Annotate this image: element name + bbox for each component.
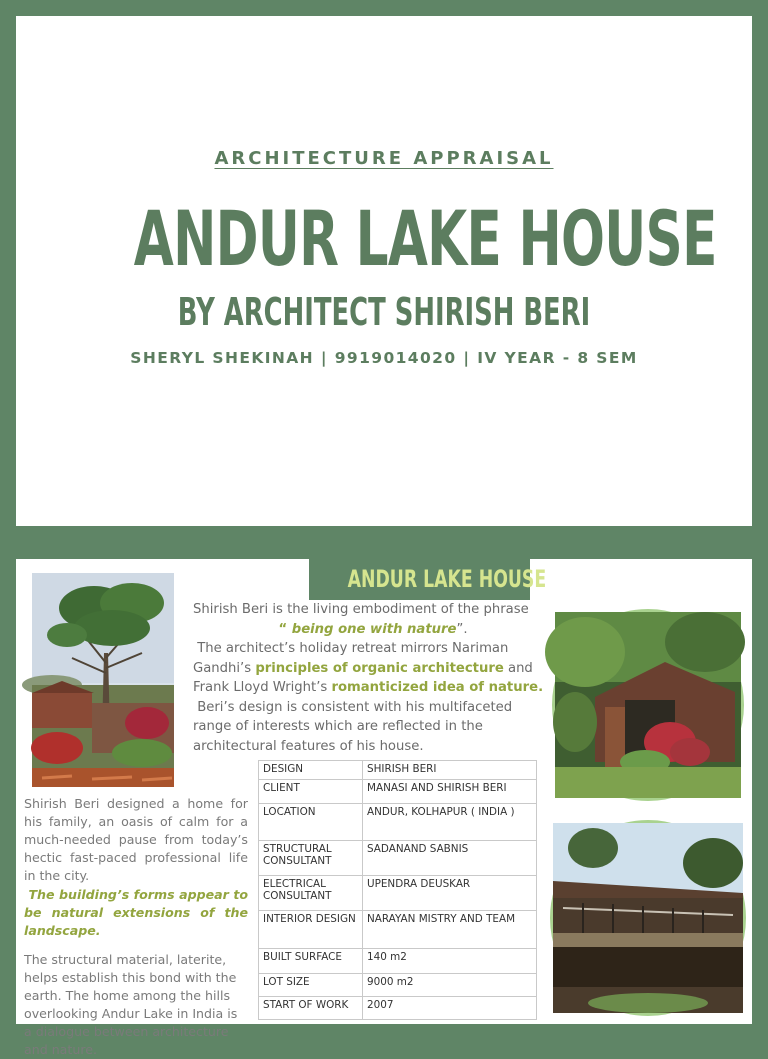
table-row — [259, 780, 537, 804]
table-row — [259, 949, 537, 974]
table-value-cell: UPENDRA DEUSKAR — [363, 876, 537, 911]
cover-page — [16, 16, 752, 526]
table-key-cell: BUILT SURFACE — [259, 949, 363, 974]
intro-text: Shirish Beri is the living embodiment of the phrase “ being one with nature”. The architect’s holiday retreat mirrors Nariman Gandhi’s principles of organic architecture and Frank Lloyd Wright’s romanticized idea of nature. Beri’s design is consistent with his multifaceted range of interests which are reflected in the architectural features of his house. — [193, 602, 544, 754]
cover-author-line: SHERYL SHEKINAH | 9919014020 | IV YEAR - 8 SEM — [130, 349, 638, 367]
description-paragraph-1: Shirish Beri designed a home for his family, an oasis of calm for a much-needed pause from today’s hectic fast-paced professional life in the city. — [24, 796, 248, 883]
project-info-table — [258, 760, 537, 1020]
landscape-quote: The building’s forms appear to be natural extensions of the landscape. — [24, 887, 248, 938]
description-paragraph-3: The structural material, laterite, helps establish this bond with the earth. The home among the hills overlooking Andur Lake in India is a dialogue between architecture and nature. — [24, 952, 238, 1057]
table-row — [259, 804, 537, 841]
table-value-cell: 2007 — [363, 997, 537, 1020]
table-value-cell: MANASI AND SHIRISH BERI — [363, 780, 537, 804]
house-terrace-circle-photo — [550, 820, 746, 1016]
table-key-cell: DESIGN — [259, 761, 363, 780]
table-key-cell: LOT SIZE — [259, 974, 363, 997]
table-row — [259, 761, 537, 780]
table-value-cell: SHIRISH BERI — [363, 761, 537, 780]
table-value-cell: 9000 m2 — [363, 974, 537, 997]
table-key-cell: STRUCTURAL CONSULTANT — [259, 841, 363, 876]
house-entrance-circle-photo — [552, 609, 744, 801]
table-key-cell: INTERIOR DESIGN — [259, 911, 363, 949]
table-row — [259, 841, 537, 876]
table-key-cell: CLIENT — [259, 780, 363, 804]
nature-quote: being one with nature — [291, 621, 457, 637]
table-key-cell: LOCATION — [259, 804, 363, 841]
garden-tree-photo — [32, 573, 174, 787]
table-key-cell: ELECTRICAL CONSULTANT — [259, 876, 363, 911]
table-value-cell: NARAYAN MISTRY AND TEAM — [363, 911, 537, 949]
table-value-cell: SADANAND SABNIS — [363, 841, 537, 876]
table-row — [259, 974, 537, 997]
table-value-cell: 140 m2 — [363, 949, 537, 974]
section-title-tab: ANDUR LAKE HOUSE — [309, 559, 530, 600]
cover-subtitle: ARCHITECTURE APPRAISAL — [214, 148, 554, 169]
cover-title: ANDUR LAKE HOUSE — [133, 194, 717, 283]
description-column — [24, 795, 248, 1059]
content-page — [16, 559, 752, 1057]
table-row — [259, 911, 537, 949]
table-row — [259, 876, 537, 911]
table-key-cell: START OF WORK — [259, 997, 363, 1020]
table-value-cell: ANDUR, KOLHAPUR ( INDIA ) — [363, 804, 537, 841]
table-row — [259, 997, 537, 1020]
cover-byline: BY ARCHITECT SHIRISH BERI — [177, 290, 591, 334]
